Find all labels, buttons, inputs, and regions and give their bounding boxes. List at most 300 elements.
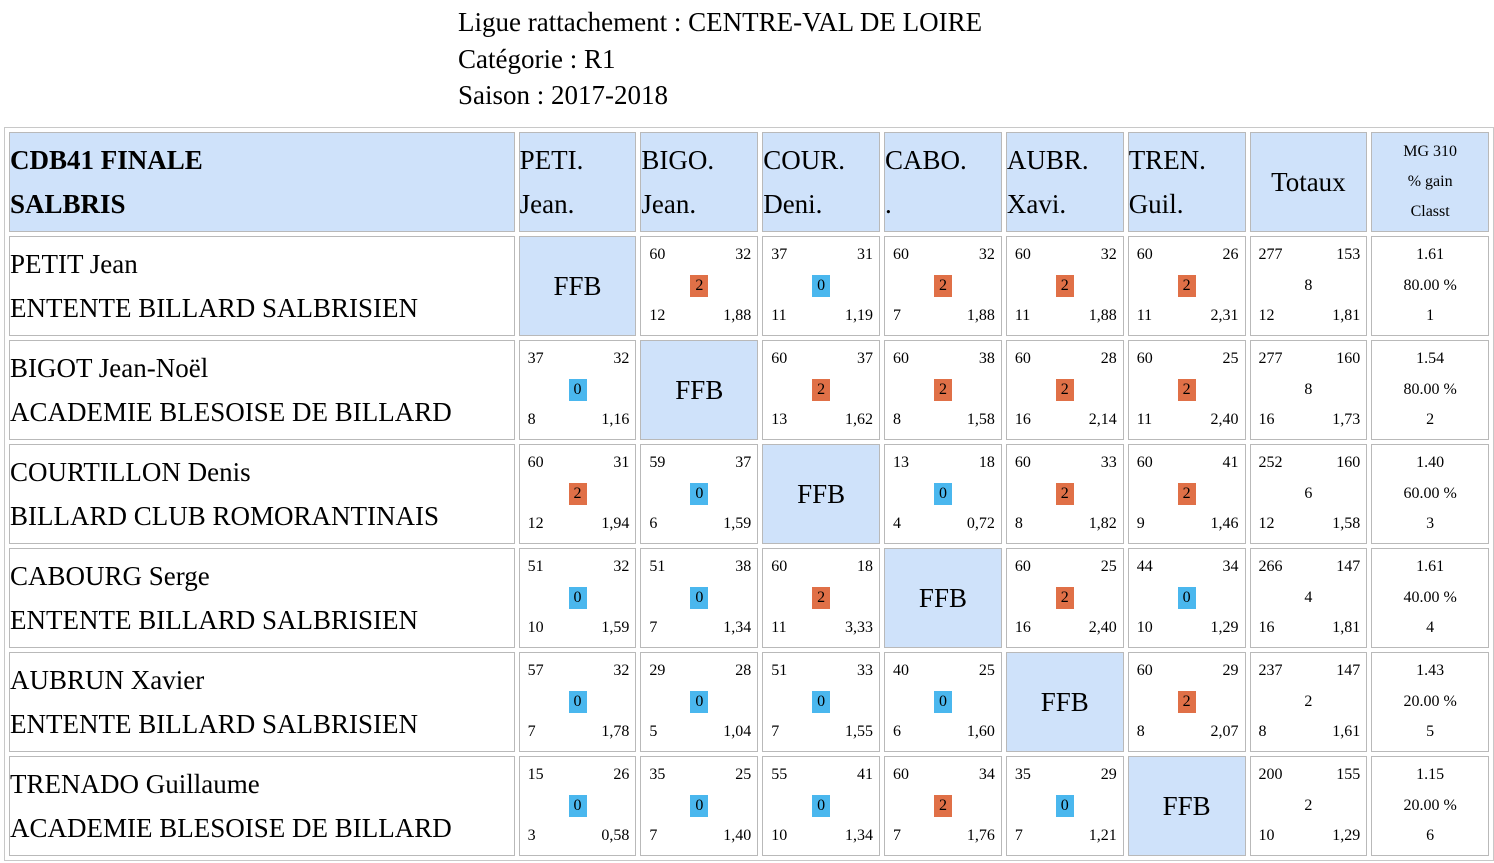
match-result: [1007, 757, 1123, 855]
total-average: 1,73: [1332, 411, 1361, 428]
points-scored: 51: [649, 558, 666, 575]
rank-value: 1: [1426, 307, 1435, 325]
match-cell: [762, 548, 880, 648]
rank-value: 5: [1426, 723, 1435, 741]
opponent-points: 28: [735, 662, 752, 679]
total-points: 277: [1258, 350, 1283, 367]
total-innings: 8: [1258, 723, 1267, 740]
column-header-surname: PETI.: [519, 145, 584, 175]
total-match-points: 2: [1304, 693, 1313, 710]
match-cell: [519, 548, 637, 648]
player-cell: [9, 444, 515, 544]
totals-result: [1251, 341, 1367, 439]
average: 1,82: [1088, 515, 1117, 532]
total-match-points: 6: [1304, 485, 1313, 502]
totals-cell: [1250, 652, 1368, 752]
match-cell: [640, 652, 758, 752]
gain-value: 60.00 %: [1403, 484, 1457, 502]
innings: 7: [893, 307, 902, 324]
player-name: CABOURG Serge: [10, 561, 210, 591]
column-header-player: [640, 132, 758, 232]
total-match-points: 8: [1304, 381, 1313, 398]
opponent-points: 25: [978, 662, 995, 679]
ffb-cell: FFB: [884, 548, 1002, 648]
opponent-points: 25: [1222, 350, 1239, 367]
average: 1,58: [966, 411, 995, 428]
match-cell: [1006, 548, 1124, 648]
totals-cell: [1250, 756, 1368, 856]
ranking-cell: [1371, 548, 1489, 648]
match-points-badge: 2: [569, 483, 587, 505]
competition-venue: SALBRIS: [10, 189, 126, 219]
player-cell: [9, 236, 515, 336]
opponent-points: 26: [1222, 246, 1239, 263]
opponent-points: 41: [1222, 454, 1239, 471]
opponent-points: 32: [978, 246, 995, 263]
match-points-badge: 0: [812, 691, 830, 713]
average: 0,58: [601, 827, 630, 844]
table-row: [9, 236, 1489, 336]
match-points-badge: 0: [690, 483, 708, 505]
match-cell: [1006, 340, 1124, 440]
mg-value: 1.43: [1416, 662, 1445, 680]
player-club: ACADEMIE BLESOISE DE BILLARD: [10, 813, 452, 843]
ffb-cell: FFB: [762, 444, 880, 544]
innings: 10: [771, 827, 788, 844]
match-points-badge: 2: [690, 275, 708, 297]
average: 1,34: [723, 619, 752, 636]
ligue-line: Ligue rattachement : CENTRE-VAL DE LOIRE: [458, 7, 983, 37]
match-points-badge: 0: [569, 795, 587, 817]
innings: 6: [649, 515, 658, 532]
opponent-points: 26: [613, 766, 630, 783]
innings: 3: [527, 827, 536, 844]
innings: 9: [1136, 515, 1145, 532]
totals-cell: [1250, 444, 1368, 544]
average: 1,60: [966, 723, 995, 740]
match-result: [763, 341, 879, 439]
match-points-badge: 2: [934, 379, 952, 401]
points-scored: 51: [771, 662, 788, 679]
match-points-badge: 0: [569, 691, 587, 713]
average: 1,59: [601, 619, 630, 636]
totals-cell: [1250, 548, 1368, 648]
ffb-cell: FFB: [640, 340, 758, 440]
opponent-points: 37: [857, 350, 874, 367]
match-result: [1129, 341, 1245, 439]
match-cell: [640, 756, 758, 856]
player-club: ENTENTE BILLARD SALBRISIEN: [10, 293, 418, 323]
ranking-cell: [1371, 236, 1489, 336]
match-points-badge: 0: [1056, 795, 1074, 817]
competition-title: CDB41 FINALE: [10, 145, 203, 175]
innings: 6: [893, 723, 902, 740]
innings: 7: [771, 723, 780, 740]
total-match-points: 4: [1304, 589, 1313, 606]
match-cell: [1006, 756, 1124, 856]
match-points-badge: 2: [1056, 587, 1074, 609]
match-points-badge: 2: [1056, 275, 1074, 297]
match-result: [641, 445, 757, 543]
match-cell: [1128, 236, 1246, 336]
player-name: PETIT Jean: [10, 249, 138, 279]
opponent-points: 38: [978, 350, 995, 367]
match-points-badge: 2: [1056, 483, 1074, 505]
innings: 10: [1136, 619, 1153, 636]
innings: 7: [893, 827, 902, 844]
match-points-badge: 2: [1178, 275, 1196, 297]
column-header-player: [884, 132, 1002, 232]
match-result: [1007, 445, 1123, 543]
match-points-badge: 2: [812, 379, 830, 401]
innings: 13: [771, 411, 788, 428]
player-name: TRENADO Guillaume: [10, 769, 260, 799]
column-header-mg: [1371, 132, 1489, 232]
table-row: [9, 444, 1489, 544]
average: 2,14: [1088, 411, 1117, 428]
match-cell: [762, 652, 880, 752]
average: 1,88: [723, 307, 752, 324]
innings: 16: [1014, 619, 1031, 636]
match-points-badge: 0: [690, 691, 708, 713]
column-header-firstname: Jean.: [519, 189, 575, 219]
match-points-badge: 2: [812, 587, 830, 609]
points-scored: 60: [1136, 454, 1153, 471]
opponent-points: 25: [735, 766, 752, 783]
opponent-points: 31: [613, 454, 630, 471]
competition-title-cell: [9, 132, 515, 232]
table-row: [9, 756, 1489, 856]
mg-value: 1.40: [1416, 454, 1445, 472]
innings: 11: [771, 307, 787, 324]
match-points-badge: 2: [934, 275, 952, 297]
gain-value: 80.00 %: [1403, 276, 1457, 294]
points-scored: 44: [1136, 558, 1153, 575]
average: 1,40: [723, 827, 752, 844]
points-scored: 35: [649, 766, 666, 783]
player-name: BIGOT Jean-Noël: [10, 353, 209, 383]
player-cell: [9, 652, 515, 752]
points-scored: 60: [893, 766, 910, 783]
total-points: 200: [1258, 766, 1283, 783]
points-scored: 60: [771, 558, 788, 575]
ffb-cell: FFB: [1128, 756, 1246, 856]
total-points: 266: [1258, 558, 1283, 575]
match-points-badge: 0: [934, 691, 952, 713]
match-result: [885, 445, 1001, 543]
opponent-points: 37: [735, 454, 752, 471]
gain-value: 20.00 %: [1403, 692, 1457, 710]
column-header-firstname: Jean.: [641, 189, 697, 219]
match-points-badge: 0: [812, 795, 830, 817]
match-result: [641, 237, 757, 335]
average: 2,40: [1088, 619, 1117, 636]
match-points-badge: 0: [934, 483, 952, 505]
player-cell: [9, 340, 515, 440]
match-result: [763, 237, 879, 335]
innings: 11: [1136, 411, 1153, 428]
total-opponent-points: 155: [1336, 766, 1361, 783]
opponent-points: 41: [857, 766, 874, 783]
opponent-points: 32: [1100, 246, 1117, 263]
average: 2,31: [1210, 307, 1239, 324]
table-row: [9, 652, 1489, 752]
average: 1,78: [601, 723, 630, 740]
ffb-cell: FFB: [1006, 652, 1124, 752]
points-scored: 40: [893, 662, 910, 679]
average: 1,88: [1088, 307, 1117, 324]
rank-value: 3: [1426, 515, 1435, 533]
total-average: 1,29: [1332, 827, 1361, 844]
average: 1,16: [601, 411, 630, 428]
innings: 7: [649, 827, 658, 844]
column-header-firstname: Xavi.: [1006, 189, 1067, 219]
total-match-points: 8: [1304, 277, 1313, 294]
points-scored: 29: [649, 662, 666, 679]
column-header-surname: CABO.: [885, 145, 967, 175]
innings: 8: [1014, 515, 1023, 532]
rank-value: 2: [1426, 411, 1435, 429]
innings: 11: [1014, 307, 1031, 324]
innings: 11: [771, 619, 787, 636]
match-result: [1007, 237, 1123, 335]
total-innings: 10: [1258, 827, 1275, 844]
column-header-surname: AUBR.: [1006, 145, 1089, 175]
innings: 8: [893, 411, 902, 428]
innings: 8: [527, 411, 536, 428]
ffb-cell: FFB: [519, 236, 637, 336]
innings: 12: [527, 515, 544, 532]
total-average: 1,58: [1332, 515, 1361, 532]
match-points-badge: 2: [1178, 483, 1196, 505]
total-points: 277: [1258, 246, 1283, 263]
points-scored: 37: [527, 350, 544, 367]
innings: 10: [527, 619, 544, 636]
player-club: ENTENTE BILLARD SALBRISIEN: [10, 709, 418, 739]
column-header-player: [762, 132, 880, 232]
innings: 16: [1014, 411, 1031, 428]
average: 1,29: [1210, 619, 1239, 636]
gain-value: 20.00 %: [1403, 796, 1457, 814]
points-scored: 60: [1014, 454, 1031, 471]
points-scored: 60: [1014, 350, 1031, 367]
match-cell: [1128, 444, 1246, 544]
opponent-points: 32: [613, 350, 630, 367]
match-result: [1129, 549, 1245, 647]
opponent-points: 34: [978, 766, 995, 783]
innings: 4: [893, 515, 902, 532]
match-result: [885, 653, 1001, 751]
ranking-cell: [1371, 652, 1489, 752]
match-cell: [640, 236, 758, 336]
total-points: 252: [1258, 454, 1283, 471]
player-name: AUBRUN Xavier: [10, 665, 205, 695]
match-points-badge: 2: [1056, 379, 1074, 401]
total-points: 237: [1258, 662, 1283, 679]
total-opponent-points: 147: [1336, 662, 1361, 679]
match-cell: [884, 444, 1002, 544]
match-points-badge: 0: [690, 587, 708, 609]
match-points-badge: 0: [569, 379, 587, 401]
average: 1,21: [1088, 827, 1117, 844]
match-result: [520, 653, 636, 751]
match-points-badge: 2: [1178, 691, 1196, 713]
totals-result: [1251, 445, 1367, 543]
match-cell: [762, 236, 880, 336]
average: 1,19: [845, 307, 874, 324]
totals-cell: [1250, 236, 1368, 336]
match-result: [763, 549, 879, 647]
innings: 12: [649, 307, 666, 324]
match-result: [520, 757, 636, 855]
opponent-points: 31: [857, 246, 874, 263]
saison-line: Saison : 2017-2018: [458, 80, 669, 110]
average: 1,34: [845, 827, 874, 844]
points-scored: 60: [893, 246, 910, 263]
points-scored: 37: [771, 246, 788, 263]
match-cell: [884, 340, 1002, 440]
average: 3,33: [845, 619, 874, 636]
total-average: 1,81: [1332, 307, 1361, 324]
ranking-cell: [1371, 340, 1489, 440]
match-points-badge: 2: [1178, 379, 1196, 401]
column-header-surname: TREN.: [1128, 145, 1206, 175]
points-scored: 60: [1014, 558, 1031, 575]
player-club: ACADEMIE BLESOISE DE BILLARD: [10, 397, 452, 427]
match-cell: [762, 340, 880, 440]
total-average: 1,61: [1332, 723, 1361, 740]
match-result: [885, 237, 1001, 335]
gain-value: 80.00 %: [1403, 380, 1457, 398]
opponent-points: 28: [1100, 350, 1117, 367]
match-result: [641, 653, 757, 751]
mg-value: 1.61: [1416, 246, 1445, 264]
match-cell: [519, 756, 637, 856]
player-name: COURTILLON Denis: [10, 457, 251, 487]
innings: 8: [1136, 723, 1145, 740]
match-points-badge: 0: [1178, 587, 1196, 609]
points-scored: 60: [1014, 246, 1031, 263]
points-scored: 55: [771, 766, 788, 783]
mg-value: 1.54: [1416, 350, 1445, 368]
total-opponent-points: 153: [1336, 246, 1361, 263]
player-cell: [9, 756, 515, 856]
average: 2,07: [1210, 723, 1239, 740]
points-scored: 60: [893, 350, 910, 367]
points-scored: 51: [527, 558, 544, 575]
points-scored: 60: [527, 454, 544, 471]
points-scored: 13: [893, 454, 910, 471]
average: 1,62: [845, 411, 874, 428]
total-innings: 12: [1258, 515, 1275, 532]
innings: 7: [649, 619, 658, 636]
mg-value: 1.61: [1416, 558, 1445, 576]
points-scored: 60: [1136, 350, 1153, 367]
categorie-line: Catégorie : R1: [458, 43, 616, 74]
match-cell: [1128, 652, 1246, 752]
innings: 7: [527, 723, 536, 740]
rank-value: 4: [1426, 619, 1435, 637]
opponent-points: 34: [1222, 558, 1239, 575]
match-points-badge: 0: [690, 795, 708, 817]
match-cell: [884, 236, 1002, 336]
match-result: [763, 653, 879, 751]
match-cell: [519, 340, 637, 440]
results-table: [4, 127, 1494, 861]
table-row: [9, 548, 1489, 648]
total-match-points: 2: [1304, 797, 1313, 814]
match-result: [1129, 653, 1245, 751]
points-scored: 60: [649, 246, 666, 263]
innings: 7: [1014, 827, 1023, 844]
opponent-points: 29: [1222, 662, 1239, 679]
column-header-player: [1128, 132, 1246, 232]
totals-result: [1251, 549, 1367, 647]
column-header-surname: BIGO.: [641, 145, 715, 175]
match-result: [885, 341, 1001, 439]
ranking-cell: [1371, 756, 1489, 856]
points-scored: 15: [527, 766, 544, 783]
average: 1,94: [601, 515, 630, 532]
average: 1,88: [966, 307, 995, 324]
match-points-badge: 0: [812, 275, 830, 297]
column-header-firstname: .: [885, 189, 892, 219]
total-opponent-points: 160: [1336, 350, 1361, 367]
column-header-firstname: Deni.: [763, 189, 823, 219]
opponent-points: 25: [1100, 558, 1117, 575]
match-result: [520, 445, 636, 543]
opponent-points: 32: [735, 246, 752, 263]
table-row: [9, 340, 1489, 440]
total-innings: 12: [1258, 307, 1275, 324]
opponent-points: 18: [978, 454, 995, 471]
column-header-surname: COUR.: [763, 145, 845, 175]
ranking-cell: [1371, 444, 1489, 544]
average: 1,04: [723, 723, 752, 740]
rank-value: 6: [1426, 827, 1435, 845]
totals-cell: [1250, 340, 1368, 440]
match-cell: [640, 444, 758, 544]
match-result: [520, 549, 636, 647]
average: 1,76: [966, 827, 995, 844]
match-result: [1007, 549, 1123, 647]
average: 1,59: [723, 515, 752, 532]
match-cell: [519, 652, 637, 752]
opponent-points: 32: [613, 662, 630, 679]
match-cell: [640, 548, 758, 648]
match-cell: [1006, 444, 1124, 544]
match-points-badge: 0: [569, 587, 587, 609]
match-cell: [762, 756, 880, 856]
player-cell: [9, 548, 515, 648]
average: 1,46: [1210, 515, 1239, 532]
gain-label: % gain: [1407, 173, 1453, 190]
match-points-badge: 2: [934, 795, 952, 817]
average: 0,72: [966, 515, 995, 532]
total-opponent-points: 147: [1336, 558, 1361, 575]
match-cell: [884, 756, 1002, 856]
totals-result: [1251, 757, 1367, 855]
average: 2,40: [1210, 411, 1239, 428]
opponent-points: 32: [613, 558, 630, 575]
opponent-points: 18: [857, 558, 874, 575]
points-scored: 60: [1136, 662, 1153, 679]
match-result: [885, 757, 1001, 855]
points-scored: 35: [1014, 766, 1031, 783]
match-cell: [1006, 236, 1124, 336]
mg-label: MG 310: [1403, 143, 1458, 160]
match-result: [763, 757, 879, 855]
